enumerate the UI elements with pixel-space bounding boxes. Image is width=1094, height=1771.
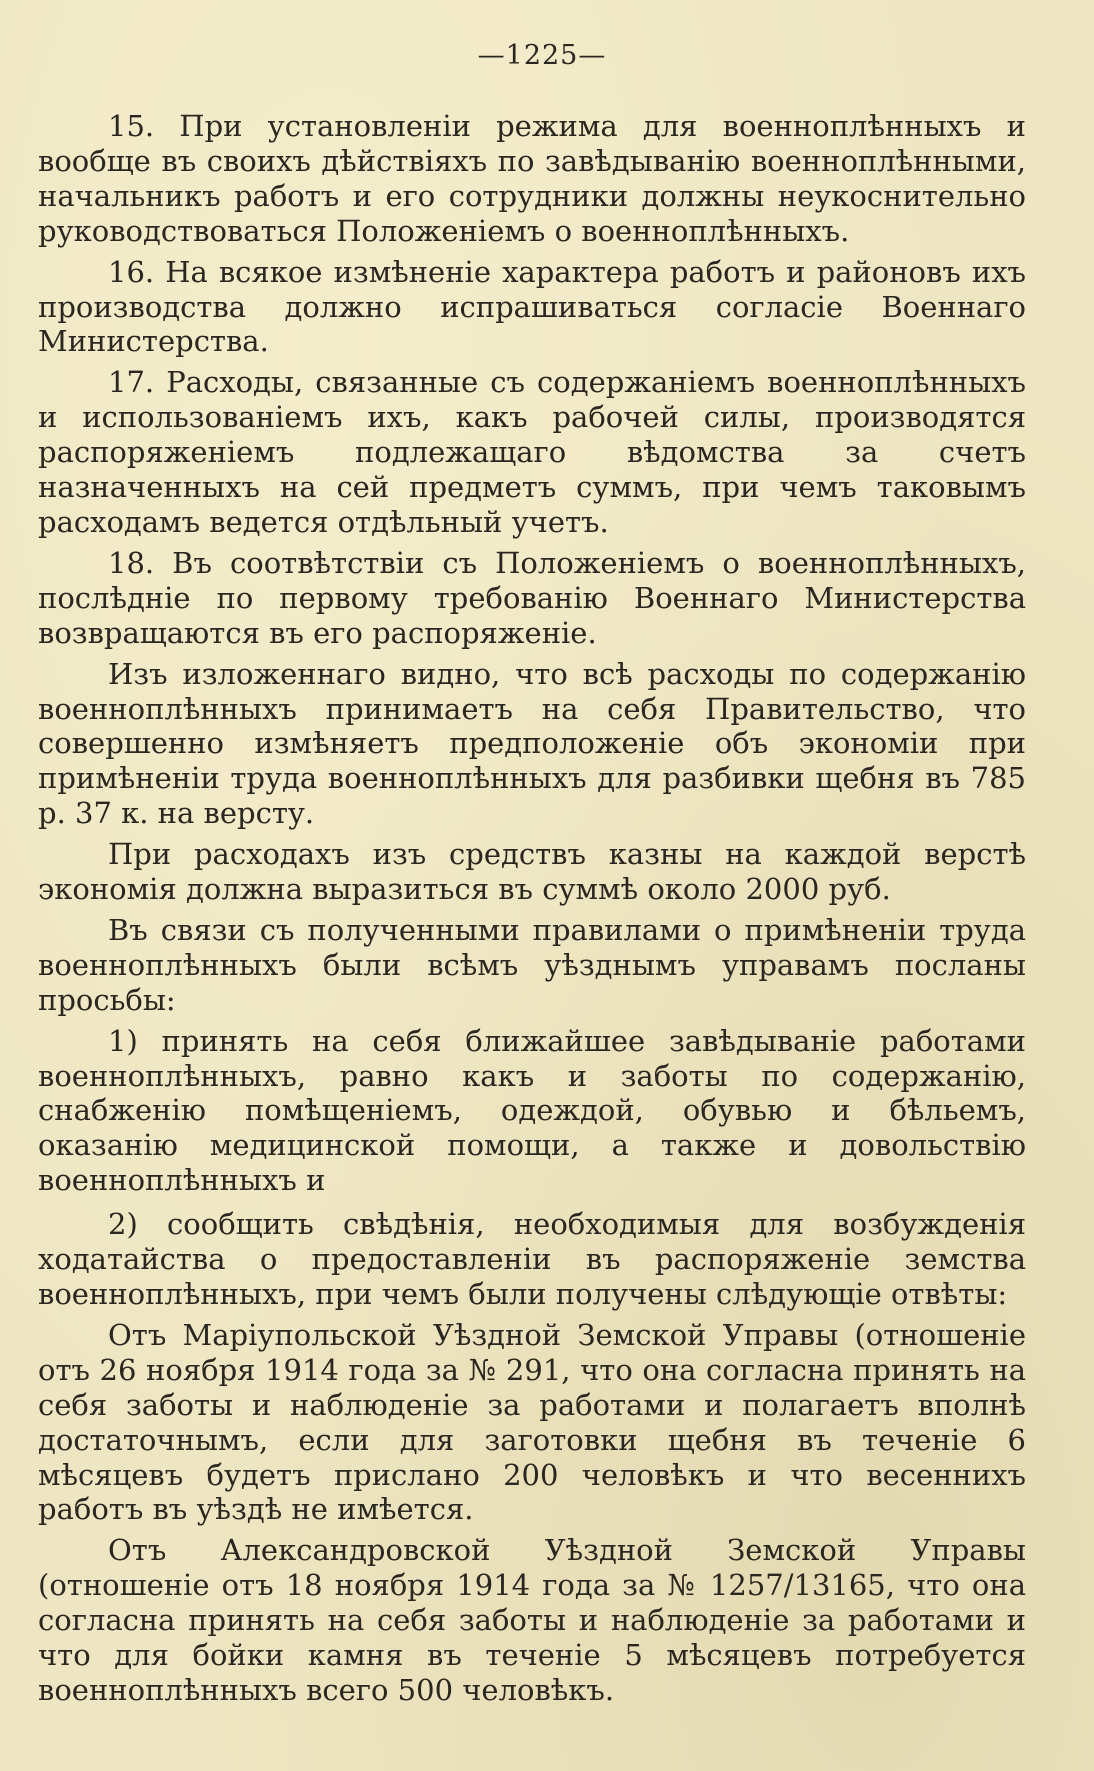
document-body [38,109,1026,1708]
request-item-1: 1) принять на себя ближайшее завѣдываніе работами военноплѣнныхъ, равно какъ и заботы по содержанію, снабженію помѣщеніемъ, одеждой, обувью и бѣльемъ, оказанію медицинской помощи, а также и довольствію военноплѣнныхъ и [38,1023,1026,1198]
paragraph-16: 16. На всякое измѣненіе характера работъ и районовъ ихъ производства должно испрашиваться согласіе Военнаго Министерства. [38,254,1026,359]
paragraph-economy: При расходахъ изъ средствъ казны на каждой верстѣ экономія должна выразиться въ суммѣ около 2000 руб. [38,837,1026,907]
paragraph-mariupol-reply: Отъ Маріупольской Уѣздной Земской Управы (отношеніе отъ 26 ноября 1914 года за № 291, что она согласна принять на себя заботы и наблюденіе за работами и полагаетъ вполнѣ достаточнымъ, если для заготовки щебня въ теченіе 6 мѣсяцевъ будетъ прислано 200 человѣкъ и что весеннихъ работъ въ уѣздѣ не имѣется. [38,1317,1026,1527]
paragraph-requests-intro: Въ связи съ полученными правилами о примѣненіи труда военноплѣнныхъ были всѣмъ уѣзднымъ управамъ посланы просьбы: [38,912,1026,1017]
page-number: —1225— [477,40,607,71]
paragraph-aleksandrovsk-reply: Отъ Александровской Уѣздной Земской Управы (отношеніе отъ 18 ноября 1914 года за № 1257/13165, что она согласна принять на себя заботы и наблюденіе за работами и что для бойки камня въ теченіе 5 мѣсяцевъ потребуется военноплѣнныхъ всего 500 человѣкъ. [38,1533,1026,1707]
paragraph-17: 17. Расходы, связанные съ содержаніемъ военноплѣнныхъ и использованіемъ ихъ, какъ рабочей силы, производятся распоряженіемъ подлежащаго вѣдомства за счетъ назначенныхъ на сей предметъ суммъ, при чемъ таковымъ расходамъ ведется отдѣльный учетъ. [38,365,1026,539]
paragraph-18: 18. Въ соотвѣтствіи съ Положеніемъ о военноплѣнныхъ, послѣдніе по первому требованію Военнаго Министерства возвращаются въ его распоряженіе. [38,545,1026,650]
paragraph-15: 15. При установленіи режима для военноплѣнныхъ и вообще въ своихъ дѣйствіяхъ по завѣдыванію военноплѣнными, начальникъ работъ и его сотрудники должны неукоснительно руководствоваться Положеніемъ о военноплѣнныхъ. [38,109,1026,248]
paragraph-expenses-conclusion: Изъ изложеннаго видно, что всѣ расходы по содержанію военноплѣнныхъ принимаетъ на себя Правительство, что совершенно измѣняетъ предположеніе объ экономіи при примѣненіи труда военноплѣнныхъ для разбивки щебня въ 785 р. 37 к. на версту. [38,656,1026,831]
request-item-2: 2) сообщить свѣдѣнія, необходимыя для возбужденія ходатайства о предоставленіи въ распоряженіе земства военноплѣнныхъ, при чемъ были получены слѣдующіе отвѣты: [38,1207,1026,1311]
